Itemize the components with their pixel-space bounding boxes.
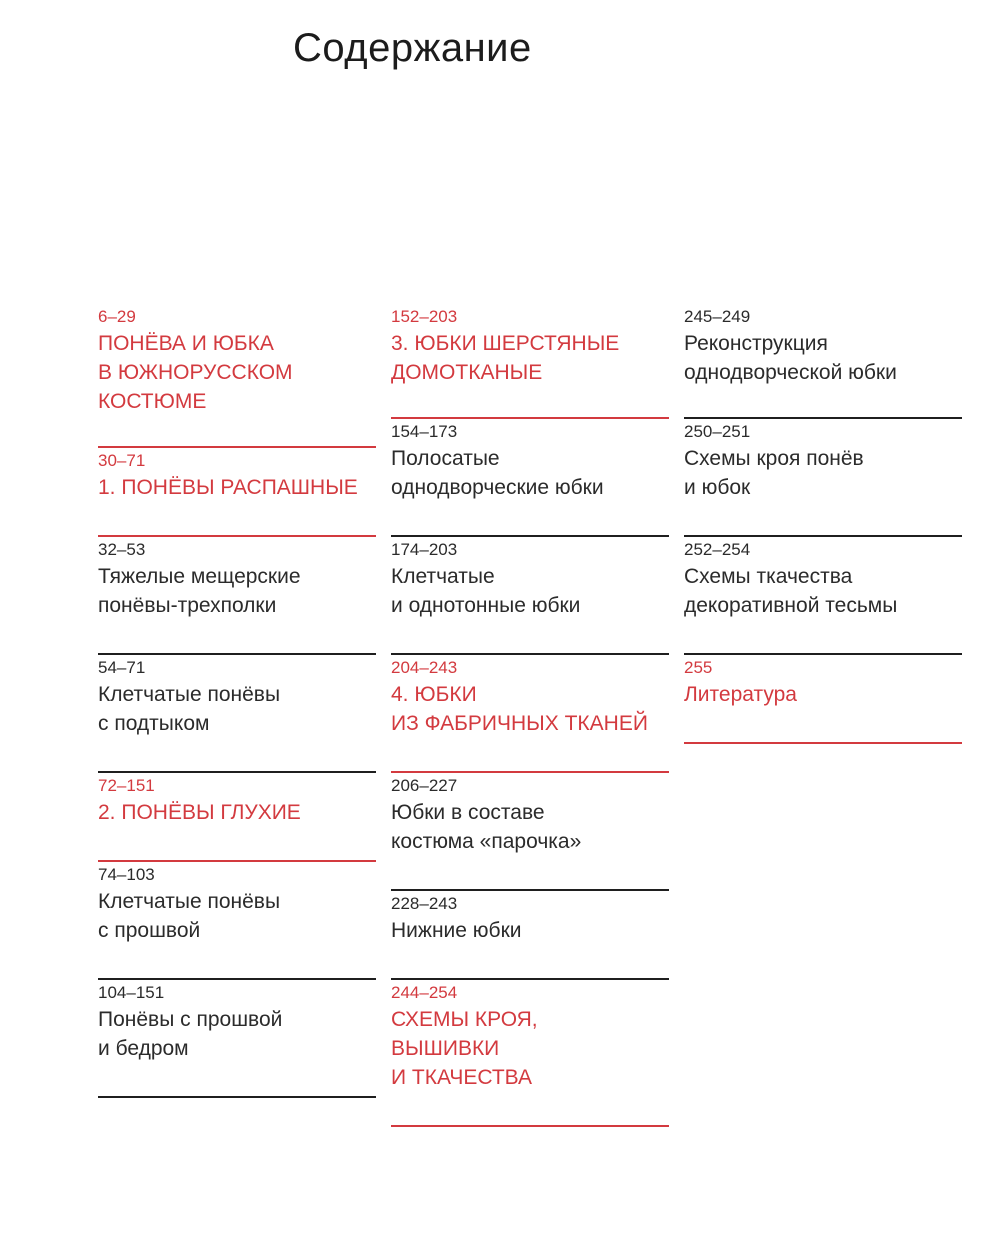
- page-title: Содержание: [293, 26, 532, 70]
- page-range: 30–71: [98, 451, 146, 470]
- toc-section-entry[interactable]: [98, 307, 376, 448]
- page-range: 74–103: [98, 865, 155, 884]
- page-range: 72–151: [98, 776, 155, 795]
- page-range: 54–71: [98, 658, 146, 677]
- divider-line: [684, 742, 962, 744]
- divider-line: [684, 417, 962, 419]
- entry-title: 2. ПОНЁВЫ ГЛУХИЕ: [98, 801, 301, 824]
- toc-section-entry[interactable]: [98, 451, 376, 537]
- toc-column-1: [98, 304, 376, 1098]
- page-range: 245–249: [684, 307, 751, 326]
- divider-line: [98, 446, 376, 448]
- page-range: 154–173: [391, 422, 458, 441]
- toc-entry[interactable]: [98, 658, 376, 773]
- divider-line: [684, 653, 962, 655]
- divider-line: [391, 1125, 669, 1127]
- toc-column-3: [684, 304, 962, 744]
- page-range: 228–243: [391, 894, 458, 913]
- toc-section-entry[interactable]: [98, 776, 376, 862]
- divider-line: [98, 653, 376, 655]
- entry-title: 4. ЮБКИ ИЗ ФАБРИЧНЫХ ТКАНЕЙ: [391, 683, 648, 735]
- entry-title: Схемы кроя понёв и юбок: [684, 447, 864, 499]
- page-range: 244–254: [391, 983, 458, 1002]
- entry-title: СХЕМЫ КРОЯ, ВЫШИВКИ И ТКАЧЕСТВА: [391, 1008, 538, 1089]
- toc-section-entry[interactable]: [684, 658, 962, 744]
- entry-title: Клетчатые понёвы с подтыком: [98, 683, 281, 735]
- page-range: 206–227: [391, 776, 458, 795]
- toc-entry[interactable]: [684, 307, 962, 419]
- divider-line: [98, 860, 376, 862]
- divider-line: [391, 771, 669, 773]
- entry-title: Юбки в составе костюма «парочка»: [391, 801, 582, 853]
- toc-entry[interactable]: [391, 894, 669, 980]
- page-range: 32–53: [98, 540, 146, 559]
- toc-section-entry[interactable]: [391, 307, 669, 419]
- toc-entry[interactable]: [98, 865, 376, 980]
- divider-line: [391, 889, 669, 891]
- divider-line: [391, 417, 669, 419]
- entry-title: ПОНЁВА И ЮБКА В ЮЖНОРУССКОМ КОСТЮМЕ: [98, 332, 293, 413]
- entry-title: Схемы ткачества декоративной тесьмы: [684, 565, 898, 617]
- divider-line: [98, 535, 376, 537]
- divider-line: [98, 771, 376, 773]
- page-range: 250–251: [684, 422, 751, 441]
- toc-entry[interactable]: [98, 540, 376, 655]
- page-range: 252–254: [684, 540, 751, 559]
- entry-title: Полосатые однодворческие юбки: [391, 447, 604, 499]
- divider-line: [98, 1096, 376, 1098]
- page-range: 152–203: [391, 307, 458, 326]
- toc-entry[interactable]: [391, 540, 669, 655]
- toc-section-entry[interactable]: [391, 658, 669, 773]
- entry-title: Клетчатые и однотонные юбки: [391, 565, 581, 617]
- entry-title: Литература: [684, 683, 797, 706]
- toc-entry[interactable]: [98, 983, 376, 1098]
- entry-title: 3. ЮБКИ ШЕРСТЯНЫЕ ДОМОТКАНЫЕ: [391, 332, 620, 384]
- entry-title: Понёвы с прошвой и бедром: [98, 1008, 283, 1060]
- page-range: 204–243: [391, 658, 458, 677]
- divider-line: [391, 535, 669, 537]
- entry-title: Тяжелые мещерские понёвы-трехполки: [98, 565, 301, 617]
- toc-section-entry[interactable]: [391, 983, 669, 1127]
- page-range: 255: [684, 658, 713, 677]
- page-range: 174–203: [391, 540, 458, 559]
- entry-title: Нижние юбки: [391, 919, 522, 942]
- toc-entry[interactable]: [684, 540, 962, 655]
- entry-title: Клетчатые понёвы с прошвой: [98, 890, 281, 942]
- toc-column-2: [391, 304, 669, 1127]
- divider-line: [684, 535, 962, 537]
- page-range: 6–29: [98, 307, 136, 326]
- page-range: 104–151: [98, 983, 165, 1002]
- toc-entry[interactable]: [391, 422, 669, 537]
- divider-line: [391, 978, 669, 980]
- divider-line: [391, 653, 669, 655]
- entry-title: Реконструкция однодворческой юбки: [684, 332, 897, 384]
- toc-entry[interactable]: [684, 422, 962, 537]
- divider-line: [98, 978, 376, 980]
- toc-entry[interactable]: [391, 776, 669, 891]
- entry-title: 1. ПОНЁВЫ РАСПАШНЫЕ: [98, 476, 358, 499]
